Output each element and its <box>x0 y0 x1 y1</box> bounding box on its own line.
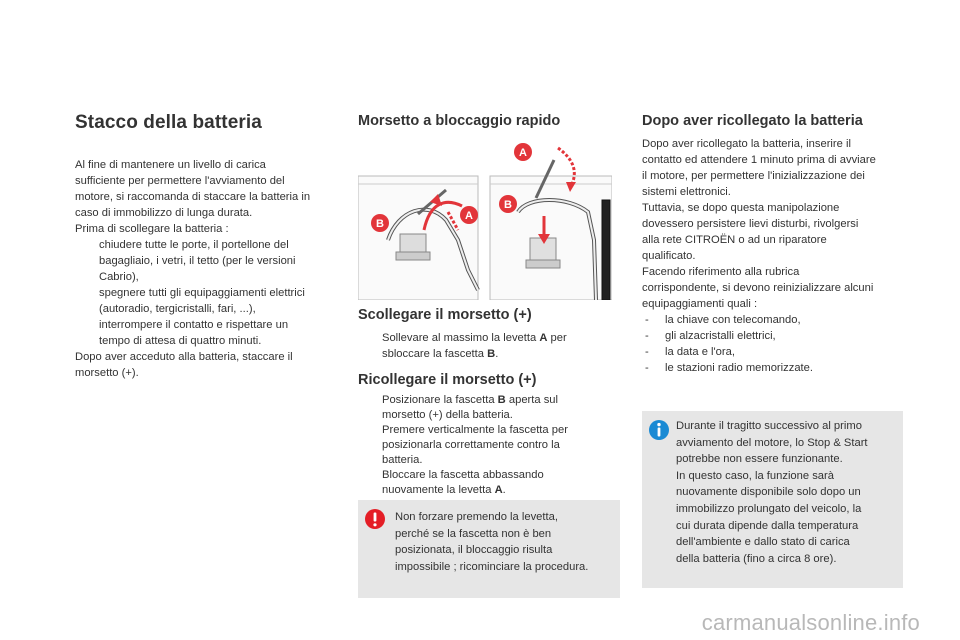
intro-line: sufficiente per permettere l'avviamento del <box>75 175 285 187</box>
disconnect-steps <box>358 330 620 362</box>
list-item: - le stazioni radio memorizzate. <box>645 362 813 374</box>
warning-note <box>358 500 620 598</box>
list-item: spegnere tutti gli equipaggiamenti elettrici (autoradio, tergicristalli, fari, ...), <box>99 287 305 315</box>
intro-line: Prima di scollegare la batteria : <box>75 223 229 235</box>
intro-line: motore, si raccomanda di staccare la batteria in <box>75 191 311 203</box>
list-item: - gli alzacristalli elettrici, <box>645 330 776 342</box>
page-title: Stacco della batteria <box>75 112 262 133</box>
watermark: carmanualsonline.info <box>701 610 920 635</box>
list-item: Sollevare al massimo la levetta A per sbloccare la fascetta B. <box>382 332 567 360</box>
after-reconnect-text: Dopo aver ricollegato la batteria, inserire il contatto ed attendere 1 minuto prima di avviare il motore, per permettere l'inizializzazione dei sistemi elettronici. Tuttavia, se dopo questa manipolazione dovessero persistere lievi disturbi, rivolgersi alla rete CITROËN o ad un riparatore qualificato. Facendo riferimento alla rubrica corrispondente, si devono reinizializzare alcuni equipaggiamenti quali : - la chiave con telecomando, - gli alzacristalli elettrici, - la data e l'ora, - le stazioni radio memorizzate. <box>642 136 904 376</box>
list-item: Posizionare la fascetta B aperta sul morsetto (+) della batteria. <box>382 394 559 421</box>
label-b2: B <box>504 199 512 211</box>
outro-line: morsetto (+). <box>75 367 139 379</box>
intro-line: Al fine di mantenere un livello di carica <box>75 159 266 171</box>
list-item: interrompere il contatto e rispettare un tempo di attesa di quattro minuti. <box>99 319 289 347</box>
info-note <box>642 411 903 588</box>
intro-line: caso di immobilizzo di lunga durata. <box>75 207 253 219</box>
battery-disconnect-text <box>75 157 340 381</box>
outro-line: Dopo aver acceduto alla batteria, staccare il <box>75 351 293 363</box>
info-text: Durante il tragitto successivo al primo avviamento del motore, lo Stop & Start potrebbe non essere funzionante. In questo caso, la funzione sarà nuovamente disponibile solo dopo un immobilizzo prolungato del veicolo, la cui durata dipende dalla temperatura dell'ambiente e dallo stato di carica della batteria (fino a circa 8 ore). <box>676 420 868 565</box>
quick-release-terminal-heading: Morsetto a bloccaggio rapido <box>358 113 561 129</box>
quick-release-terminal-illustration <box>358 140 612 300</box>
battery-left-drawing <box>358 176 478 300</box>
warning-icon <box>364 508 386 530</box>
info-icon <box>648 419 670 441</box>
battery-right-drawing <box>490 160 612 300</box>
list-item: - la data e l'ora, <box>645 346 735 358</box>
warning-text: Non forzare premendo la levetta, perché se la fascetta non è ben posizionata, il bloccaggio risulta impossibile ; ricominciare la procedura. <box>395 511 589 573</box>
reconnect-terminal-heading: Ricollegare il morsetto (+) <box>358 372 537 388</box>
disconnect-terminal-heading: Scollegare il morsetto (+) <box>358 307 532 323</box>
label-a2: A <box>519 147 527 159</box>
list-item: Bloccare la fascetta abbassando nuovamente la levetta A. <box>382 469 544 496</box>
list-item: Premere verticalmente la fascetta per posizionarla correttamente contro la batteria. <box>382 424 568 466</box>
list-item: chiudere tutte le porte, il portellone del bagagliaio, i vetri, il tetto (per le versioni Cabrio), <box>99 239 296 283</box>
label-a: A <box>465 210 473 222</box>
reconnect-steps <box>358 393 620 498</box>
list-item: - la chiave con telecomando, <box>645 314 801 326</box>
label-b: B <box>376 218 384 230</box>
after-reconnect-heading: Dopo aver ricollegato la batteria <box>642 113 863 129</box>
